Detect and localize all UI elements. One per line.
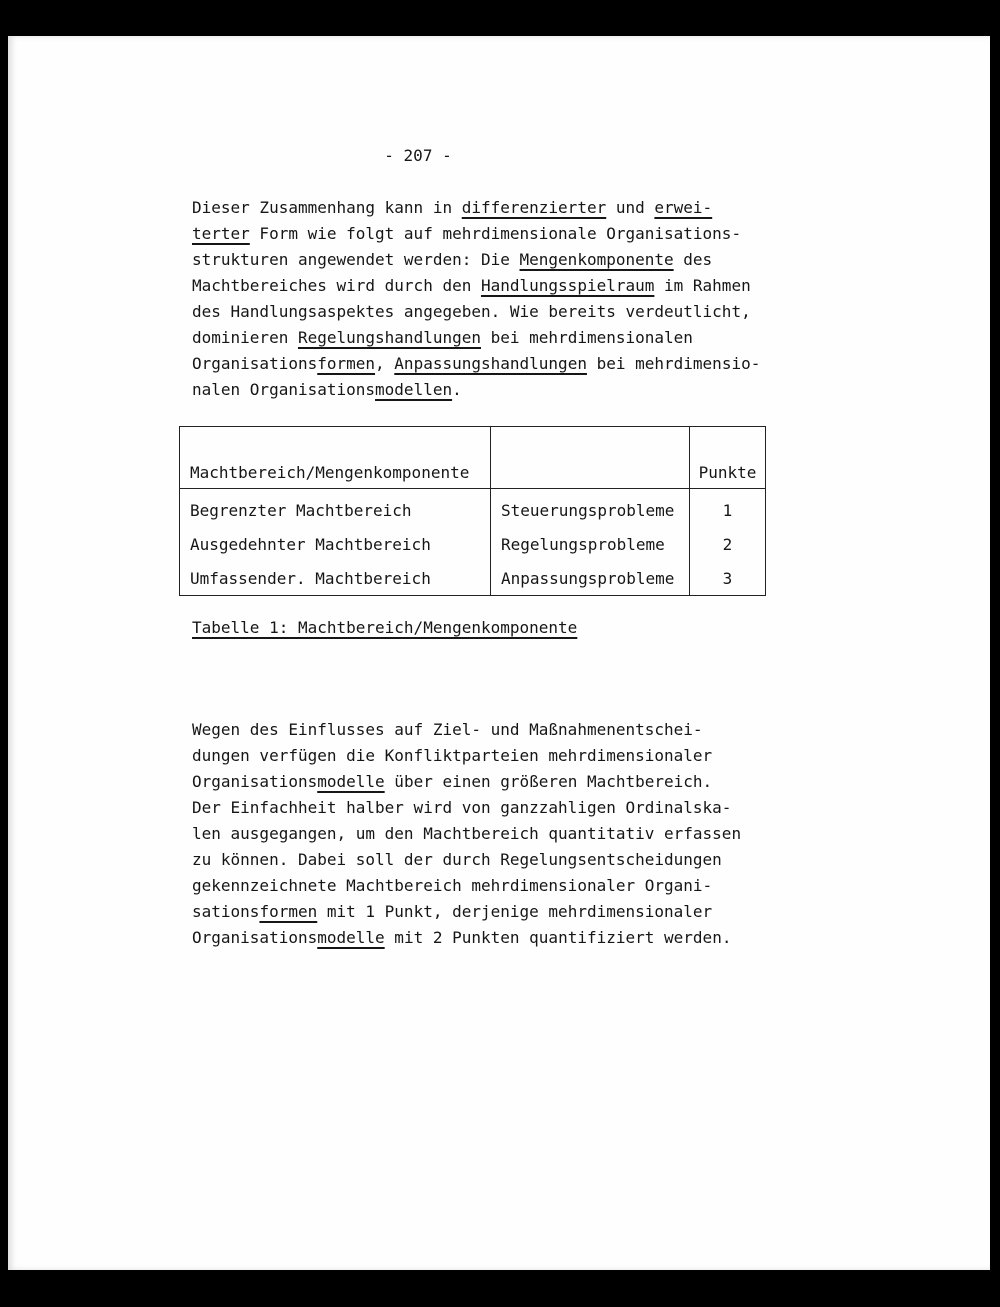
text-segment: len ausgegangen, um den Machtbereich quantitativ erfassen xyxy=(192,824,742,843)
text-line xyxy=(192,769,812,795)
underlined-text: modelle xyxy=(317,772,385,791)
table-cell: Ausgedehnter Machtbereich xyxy=(180,527,491,561)
text-segment: Form wie folgt auf mehrdimensionale Organisations- xyxy=(249,224,742,243)
table-row xyxy=(180,527,766,561)
table-cell: 3 xyxy=(722,568,733,588)
text-segment: bei mehrdimensio- xyxy=(586,354,761,373)
text-segment: Machtbereiches wird durch den xyxy=(192,276,481,295)
underlined-text: differenzierter xyxy=(461,198,607,217)
table-cell: Begrenzter Machtbereich xyxy=(180,489,491,528)
text-segment: Dieser Zusammenhang kann in xyxy=(192,198,462,217)
text-line xyxy=(192,717,812,743)
table-cell: Umfassender. Machtbereich xyxy=(180,561,491,596)
underlined-text: formen xyxy=(259,902,318,921)
text-segment: des xyxy=(673,250,713,269)
text-line xyxy=(192,873,812,899)
table-header-cell: Machtbereich/Mengenkomponente xyxy=(180,427,491,489)
document-page xyxy=(8,36,990,1270)
table-header-cell xyxy=(491,427,690,489)
text-segment: sations xyxy=(192,902,260,921)
text-segment: dungen verfügen die Konfliktparteien mehrdimensionaler xyxy=(192,746,713,765)
underlined-text: erwei- xyxy=(654,198,713,217)
text-segment: und xyxy=(606,198,655,217)
underlined-text: modelle xyxy=(317,928,385,947)
text-segment: dominieren xyxy=(192,328,298,347)
text-segment: gekennzeichnete Machtbereich mehrdimensionaler Organi- xyxy=(192,876,713,895)
underlined-text: Regelungshandlungen xyxy=(297,328,481,347)
table-row xyxy=(180,489,766,528)
text-line xyxy=(192,795,812,821)
text-line xyxy=(192,899,812,925)
text-line xyxy=(192,273,812,299)
table-caption: Tabelle 1: Machtbereich/Mengenkomponente xyxy=(192,618,578,637)
text-segment: mit 2 Punkten quantifiziert werden. xyxy=(384,928,732,947)
table-row xyxy=(180,561,766,596)
table-cell: Steuerungsprobleme xyxy=(491,489,690,528)
text-segment: mit 1 Punkt, derjenige mehrdimensionaler xyxy=(317,902,713,921)
text-segment: bei mehrdimensionalen xyxy=(481,328,693,347)
text-segment: strukturen angewendet werden: Die xyxy=(192,250,520,269)
text-segment: Organisations xyxy=(192,772,318,791)
table-cell: Anpassungsprobleme xyxy=(491,561,690,596)
text-segment: nalen Organisations xyxy=(192,380,376,399)
underlined-text: Anpassungshandlungen xyxy=(394,354,587,373)
text-line xyxy=(192,299,812,325)
underlined-text: Handlungsspielraum xyxy=(480,276,655,295)
text-line xyxy=(192,351,812,377)
text-segment: Organisations xyxy=(192,354,318,373)
paragraph-2 xyxy=(192,717,812,951)
text-segment: , xyxy=(375,354,395,373)
table-header-row xyxy=(180,427,766,489)
text-line xyxy=(192,195,812,221)
text-line xyxy=(192,847,812,873)
text-segment: Wegen des Einflusses auf Ziel- und Maßnahmenentschei- xyxy=(192,720,703,739)
underlined-text: formen xyxy=(317,354,376,373)
underlined-text: terter xyxy=(192,224,250,243)
text-line xyxy=(192,247,812,273)
text-segment: Der Einfachheit halber wird von ganzzahligen Ordinalska- xyxy=(192,798,732,817)
text-segment: zu können. Dabei soll der durch Regelungsentscheidungen xyxy=(192,850,722,869)
underlined-text: modellen xyxy=(375,380,453,399)
text-segment: im Rahmen xyxy=(654,276,751,295)
paragraph-1 xyxy=(192,195,812,403)
text-segment: . xyxy=(452,380,462,399)
text-segment: Organisations xyxy=(192,928,318,947)
table-cell: Regelungsprobleme xyxy=(491,527,690,561)
text-segment: über einen größeren Machtbereich. xyxy=(384,772,713,791)
text-line xyxy=(192,925,812,951)
text-segment: des Handlungsaspektes angegeben. Wie bereits verdeutlicht, xyxy=(192,302,751,321)
underlined-text: Mengenkomponente xyxy=(519,250,674,269)
power-range-table xyxy=(179,426,766,596)
text-line xyxy=(192,325,812,351)
text-line xyxy=(192,221,812,247)
page-number: - 207 - xyxy=(384,146,452,165)
table-cell: 1 xyxy=(722,500,733,520)
text-line xyxy=(192,377,812,403)
table-cell: 2 xyxy=(722,534,733,554)
text-line xyxy=(192,821,812,847)
table-header-cell: Punkte xyxy=(690,427,766,489)
text-line xyxy=(192,743,812,769)
